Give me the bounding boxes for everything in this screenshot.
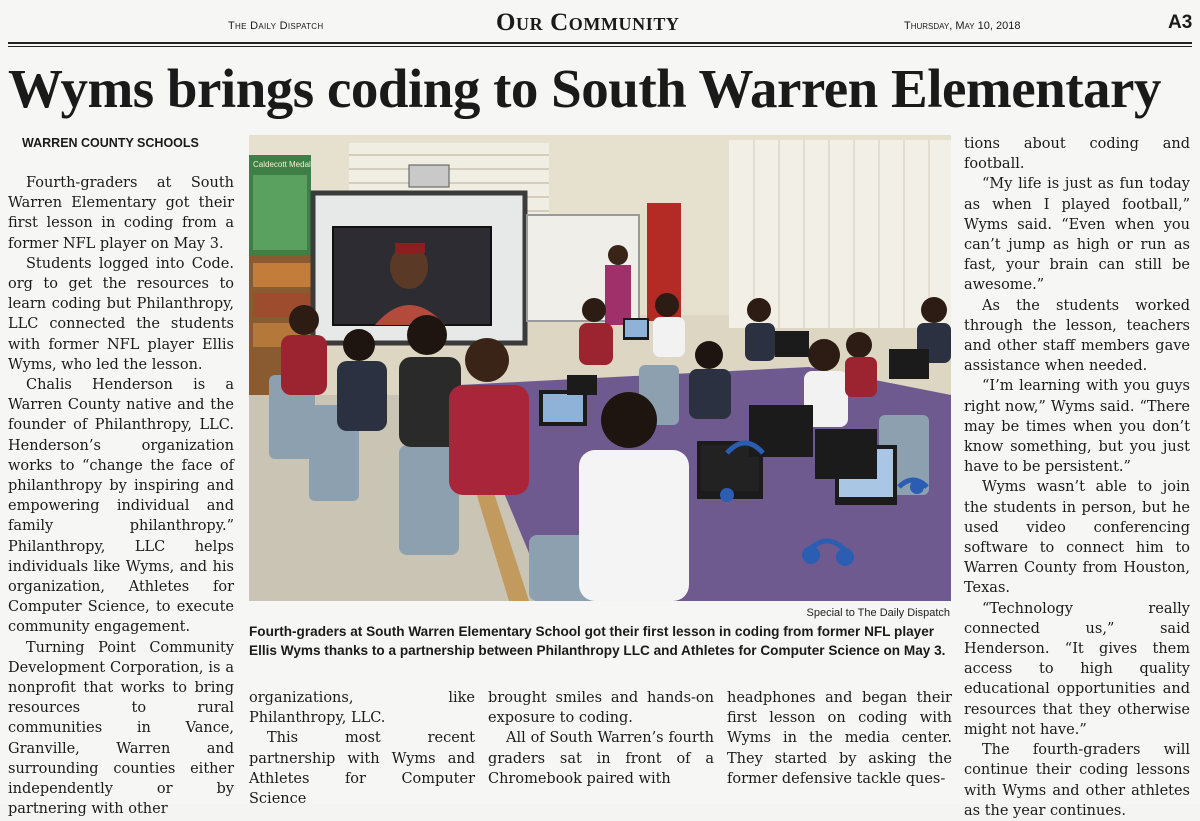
masthead-rule	[8, 42, 1192, 44]
paragraph: Fourth-graders at South Warren Elementary got their first lesson in coding from a former NFL player on May 3.	[8, 175, 234, 252]
paragraph: brought smiles and hands-on exposure to coding.	[488, 690, 714, 727]
paragraph: tions about coding and football.	[964, 136, 1190, 173]
paragraph: As the students worked through the lesson, teachers and other staff members gave assistance when needed.	[964, 297, 1190, 375]
masthead-rule-thin	[8, 46, 1192, 47]
article-column-4	[727, 688, 952, 789]
paragraph: The fourth-graders will continue their coding lessons with Wyms and other athletes as the year continues.	[964, 742, 1190, 819]
poster-label: Caldecott Medal	[253, 160, 311, 169]
article-column-5	[964, 134, 1190, 821]
paragraph: Turning Point Community Development Corporation, is a nonprofit that works to bring resources to rural communities in Vance, Granville, Warren and surrounding counties either independently or by partnering with other	[8, 639, 234, 818]
article-photo	[249, 135, 951, 601]
issue-date: Thursday, May 10, 2018	[904, 20, 1021, 32]
photo-credit: Special to The Daily Dispatch	[806, 607, 950, 619]
paragraph: headphones and began their first lesson on coding with Wyms in the media center. They started by asking the former defensive tackle ques-	[727, 690, 952, 787]
paragraph: Chalis Henderson is a Warren County native and the founder of Philanthropy, LLC. Henderson’s organization works to “change the face of philanthropy by inspiring and empowering individual and family philanthropy.” Philanthropy, LLC helps individuals like Wyms, and his organization, Athletes for Computer Science, to execute community engagement.	[8, 377, 234, 636]
paragraph: All of South Warren’s fourth graders sat in front of a Chromebook paired with	[488, 730, 714, 787]
paragraph: organizations, like Philanthropy, LLC.	[249, 690, 475, 727]
paragraph: This most recent partnership with Wyms and Athletes for Computer Science	[249, 730, 475, 808]
article-column-2	[249, 688, 475, 809]
paragraph: “My life is just as fun today as when I played football,” Wyms said. “Even when you can’t jump as high or run as fast, your brain can still be awesome.”	[964, 176, 1190, 294]
paragraph: “Technology really connected us,” said Henderson. “It gives them access to high quality educational opportunities and resources that they otherwise might not have.”	[964, 600, 1190, 738]
masthead	[8, 8, 1192, 42]
article-column-1	[8, 173, 234, 820]
paragraph: Wyms wasn’t able to join the students in person, but he used video conferencing software to connect him to Warren County from Houston, Texas.	[964, 479, 1190, 597]
publication-name: The Daily Dispatch	[228, 20, 324, 32]
paragraph: Students logged into Code. org to get the resources to learn coding but Philanthropy, LLC connected the students with former NFL player Ellis Wyms, who led the lesson.	[8, 255, 234, 373]
article-column-3	[488, 688, 714, 789]
paragraph: “I’m learning with you guys right now,” Wyms said. “There may be times when you don’t know something, but you just have to be persistent.”	[964, 378, 1190, 476]
page-number: A3	[1168, 12, 1193, 33]
headline: Wyms brings coding to South Warren Elementary	[8, 58, 1161, 119]
photo-caption: Fourth-graders at South Warren Elementary School got their first lesson in coding from former NFL player Ellis Wyms thanks to a partnership between Philanthropy LLC and Athletes for Computer Science on May 3.	[249, 624, 946, 658]
section-title: Our Community	[496, 9, 680, 36]
byline: WARREN COUNTY SCHOOLS	[22, 136, 199, 150]
